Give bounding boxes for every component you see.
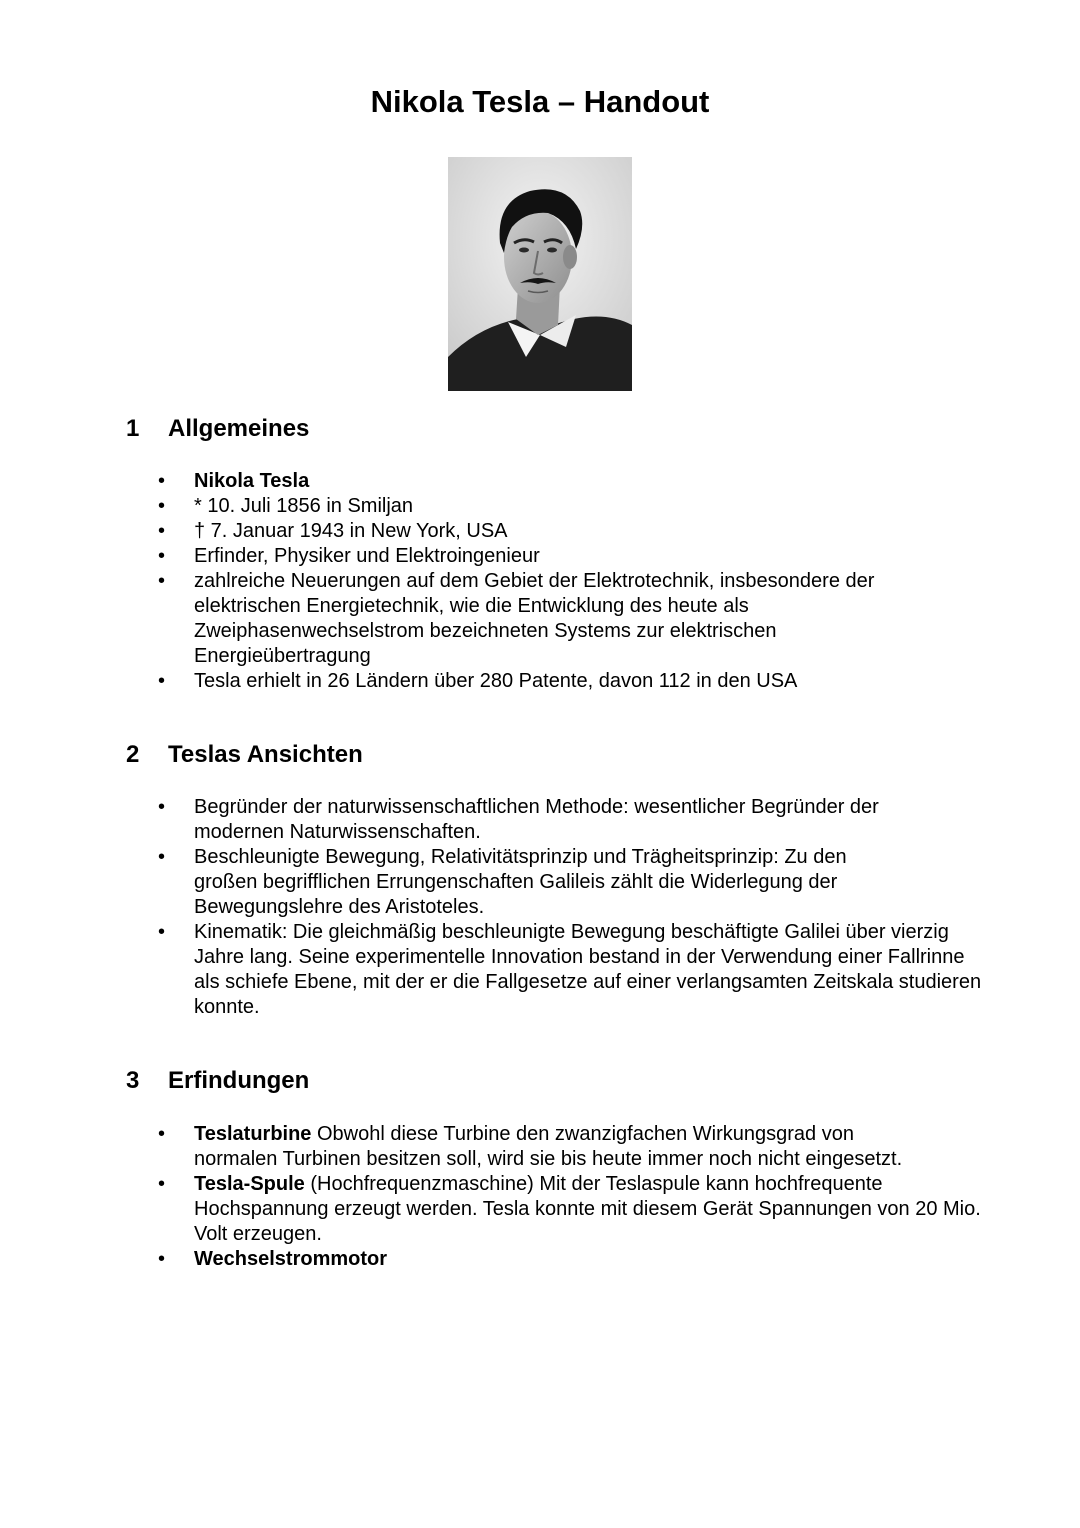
portrait-image bbox=[448, 157, 632, 391]
section-heading-allgemeines bbox=[126, 414, 309, 444]
section-number: 3 bbox=[126, 1067, 140, 1094]
item-text: * 10. Juli 1856 in Smiljan bbox=[194, 495, 414, 517]
item-text: Obwohl diese Turbine den zwanzigfachen Wirkungsgrad von normalen Turbinen besitzen soll, wird sie bis heute immer noch nicht eingesetzt. bbox=[194, 1123, 903, 1170]
list-item bbox=[150, 469, 970, 494]
list-erfindungen bbox=[150, 1122, 981, 1272]
item-text: Beschleunigte Bewegung, Relativitätsprinzip und Trägheitsprinzip: Zu den großen begrifflichen Errungenschaften Galileis zählt die Widerlegung der Bewegungslehre des Aristoteles. bbox=[194, 846, 847, 918]
section-number: 2 bbox=[126, 741, 140, 768]
section-heading-erfindungen bbox=[126, 1066, 309, 1096]
item-bold-text: Teslaturbine bbox=[194, 1123, 312, 1145]
section-title: Allgemeines bbox=[168, 415, 310, 442]
list-item bbox=[150, 519, 970, 544]
list-item bbox=[150, 1122, 919, 1172]
list-item bbox=[150, 544, 970, 569]
section-heading-teslas-ansichten bbox=[126, 740, 363, 770]
section-title: Teslas Ansichten bbox=[168, 741, 363, 768]
item-bold-text: Wechselstrommotor bbox=[194, 1248, 388, 1270]
item-bold-text: Tesla-Spule bbox=[194, 1173, 305, 1195]
section-title: Erfindungen bbox=[168, 1067, 310, 1094]
item-bold-text: Nikola Tesla bbox=[194, 470, 310, 492]
item-text: zahlreiche Neuerungen auf dem Gebiet der Elektrotechnik, insbesondere der elektrischen Energietechnik, wie die Entwicklung des heute als Zweiphasenwechselstrom bezeichneten Systems zur elektrischen Energieübertragung bbox=[194, 570, 875, 667]
portrait-photo bbox=[448, 157, 632, 391]
item-text: Begründer der naturwissenschaftlichen Methode: wesentlicher Begründer der modernen Naturwissenschaften. bbox=[194, 796, 879, 843]
list-teslas-ansichten bbox=[150, 795, 982, 1020]
list-item bbox=[150, 920, 994, 1020]
list-item bbox=[150, 1247, 970, 1272]
item-text: (Hochfrequenzmaschine) Mit der Teslaspule kann hochfrequente Hochspannung erzeugt werden. Tesla konnte mit diesem Gerät Spannungen von 20 Mio. Volt erzeugen. bbox=[194, 1173, 981, 1245]
list-item bbox=[150, 845, 909, 920]
item-text: Erfinder, Physiker und Elektroingenieur bbox=[194, 545, 540, 567]
item-text: Kinematik: Die gleichmäßig beschleunigte Bewegung beschäftigte Galilei über vierzig Jahre lang. Seine experimentelle Innovation bestand in der Verwendung einer Fallrinne als schiefe Ebene, mit der er die Fallgesetze auf einer verlangsamten Zeitskala studieren konnte. bbox=[194, 921, 982, 1018]
page-title: Nikola Tesla – Handout bbox=[370, 84, 710, 119]
list-item bbox=[150, 669, 970, 694]
list-item bbox=[150, 1172, 994, 1247]
list-item bbox=[150, 494, 970, 519]
item-text: Tesla erhielt in 26 Ländern über 280 Patente, davon 112 in den USA bbox=[194, 670, 798, 692]
section-number: 1 bbox=[126, 415, 140, 442]
list-item bbox=[150, 569, 900, 669]
list-allgemeines bbox=[150, 469, 970, 694]
list-item bbox=[150, 795, 970, 845]
item-text: † 7. Januar 1943 in New York, USA bbox=[194, 520, 508, 542]
